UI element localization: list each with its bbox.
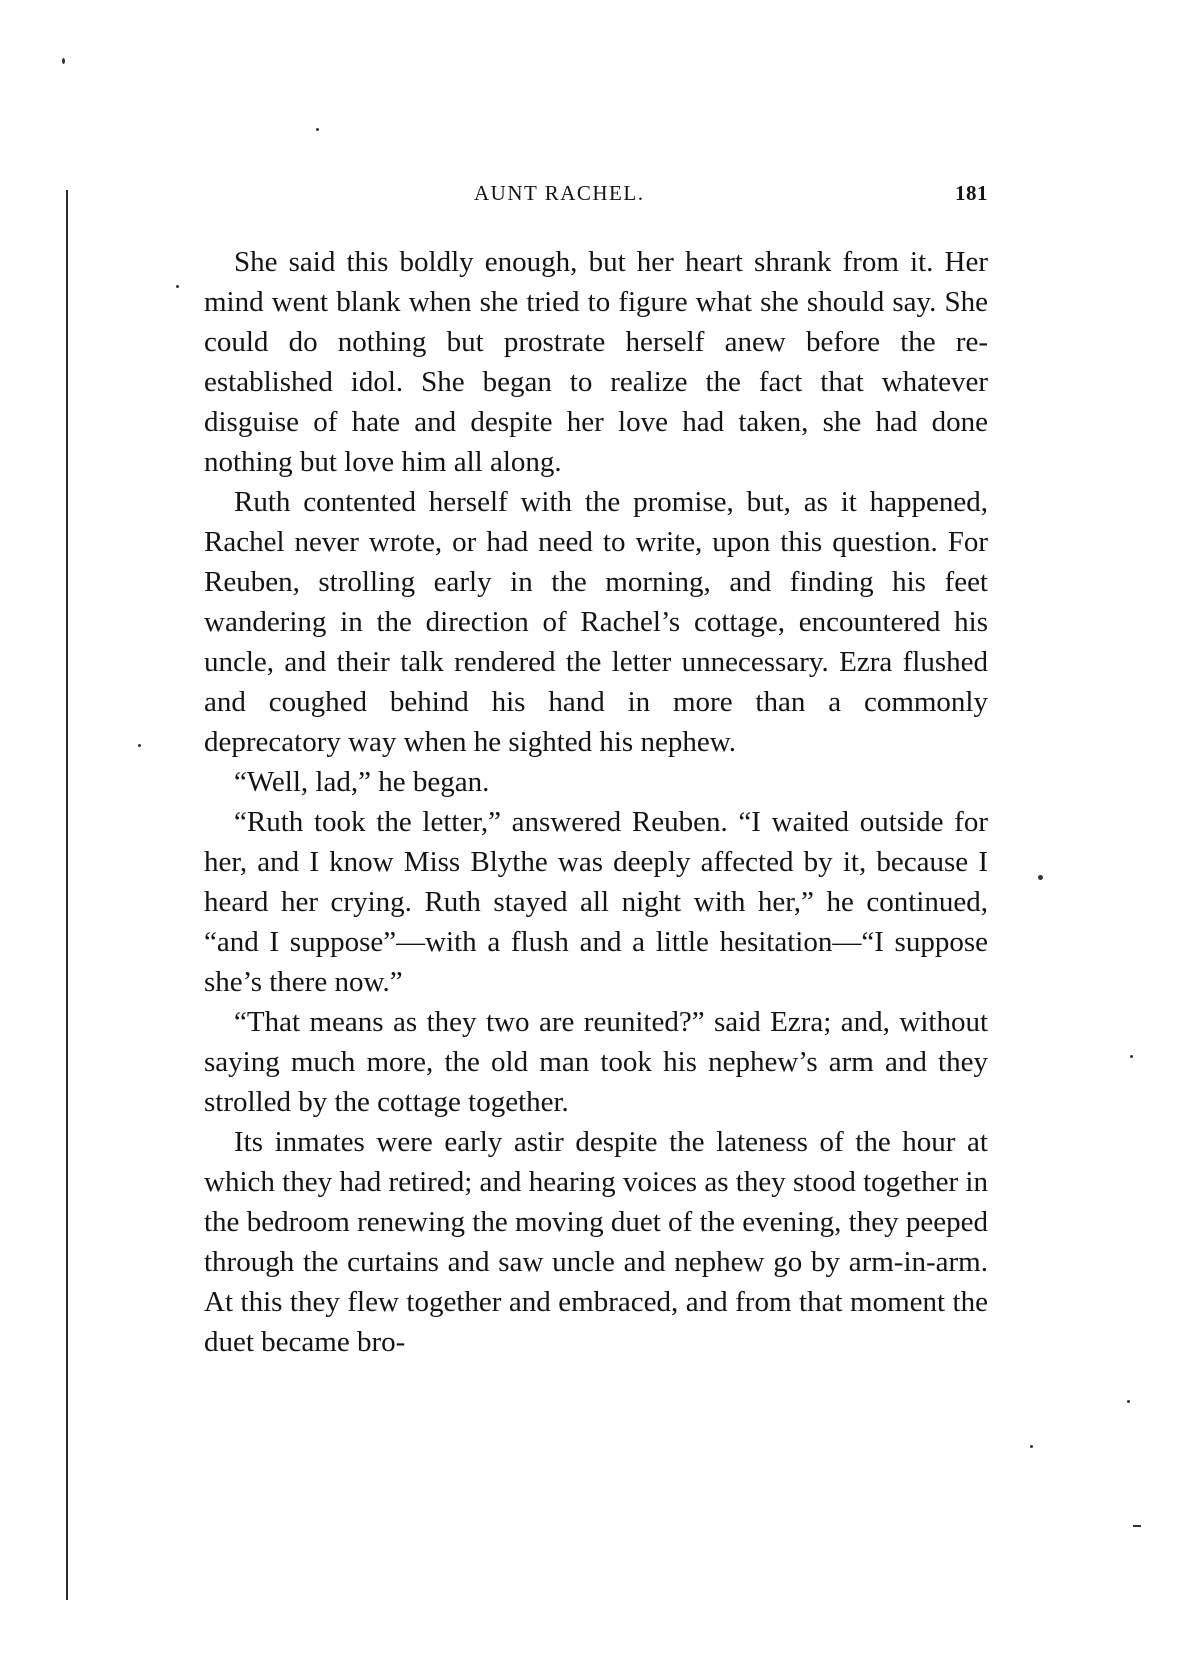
page-number: 181	[955, 181, 988, 205]
paragraph: Its inmates were early astir despite the lateness of the hour at which they had retired; and hearing voices as they stood together in the bedroom renewing the moving duet of the evening, they peeped through the curtains and saw uncle and nephew go by arm-in-arm. At this they flew together and embraced, and from that moment the duet became bro-	[204, 1126, 988, 1358]
paragraph: She said this boldly enough, but her heart shrank from it. Her mind went blank when she tried to figure what she should say. She could do nothing but prostrate herself anew before the re-established idol. She began to realize the fact that whatever disguise of hate and despite her love had taken, she had done nothing but love him all along.	[204, 246, 988, 478]
paragraph: “That means as they two are reunited?” said Ezra; and, without saying much more, the old man took his nephew’s arm and they strolled by the cottage together.	[204, 1006, 988, 1118]
scan-speck	[1130, 1055, 1133, 1058]
scan-speck	[1133, 1525, 1141, 1527]
paragraph: Ruth contented herself with the promise, but, as it happened, Rachel never wrote, or had need to write, upon this question. For Reuben, strolling early in the morning, and finding his feet wandering in the direction of Rachel’s cottage, encountered his uncle, and their talk rendered the letter unnecessary. Ezra flushed and coughed behind his hand in more than a commonly deprecatory way when he sighted his nephew.	[204, 486, 988, 758]
scan-speck	[1030, 1445, 1033, 1448]
running-head: AUNT RACHEL.	[474, 181, 645, 205]
paragraph: “Ruth took the letter,” answered Reuben. “I waited outside for her, and I know Miss Blythe was deeply affected by it, because I heard her crying. Ruth stayed all night with her,” he continued, “and I suppose”—with a flush and a little hesitation—“I suppose she’s there now.”	[204, 806, 988, 998]
scan-speck	[316, 128, 319, 131]
scan-speck	[1038, 875, 1043, 880]
gutter-shadow-line	[66, 190, 68, 1600]
paragraph: “Well, lad,” he began.	[234, 766, 490, 798]
scan-speck	[1127, 1400, 1130, 1403]
scan-speck	[176, 285, 179, 288]
scan-speck	[62, 58, 65, 64]
scan-speck	[138, 744, 141, 747]
page-header	[204, 181, 988, 211]
body-text	[204, 242, 988, 1362]
